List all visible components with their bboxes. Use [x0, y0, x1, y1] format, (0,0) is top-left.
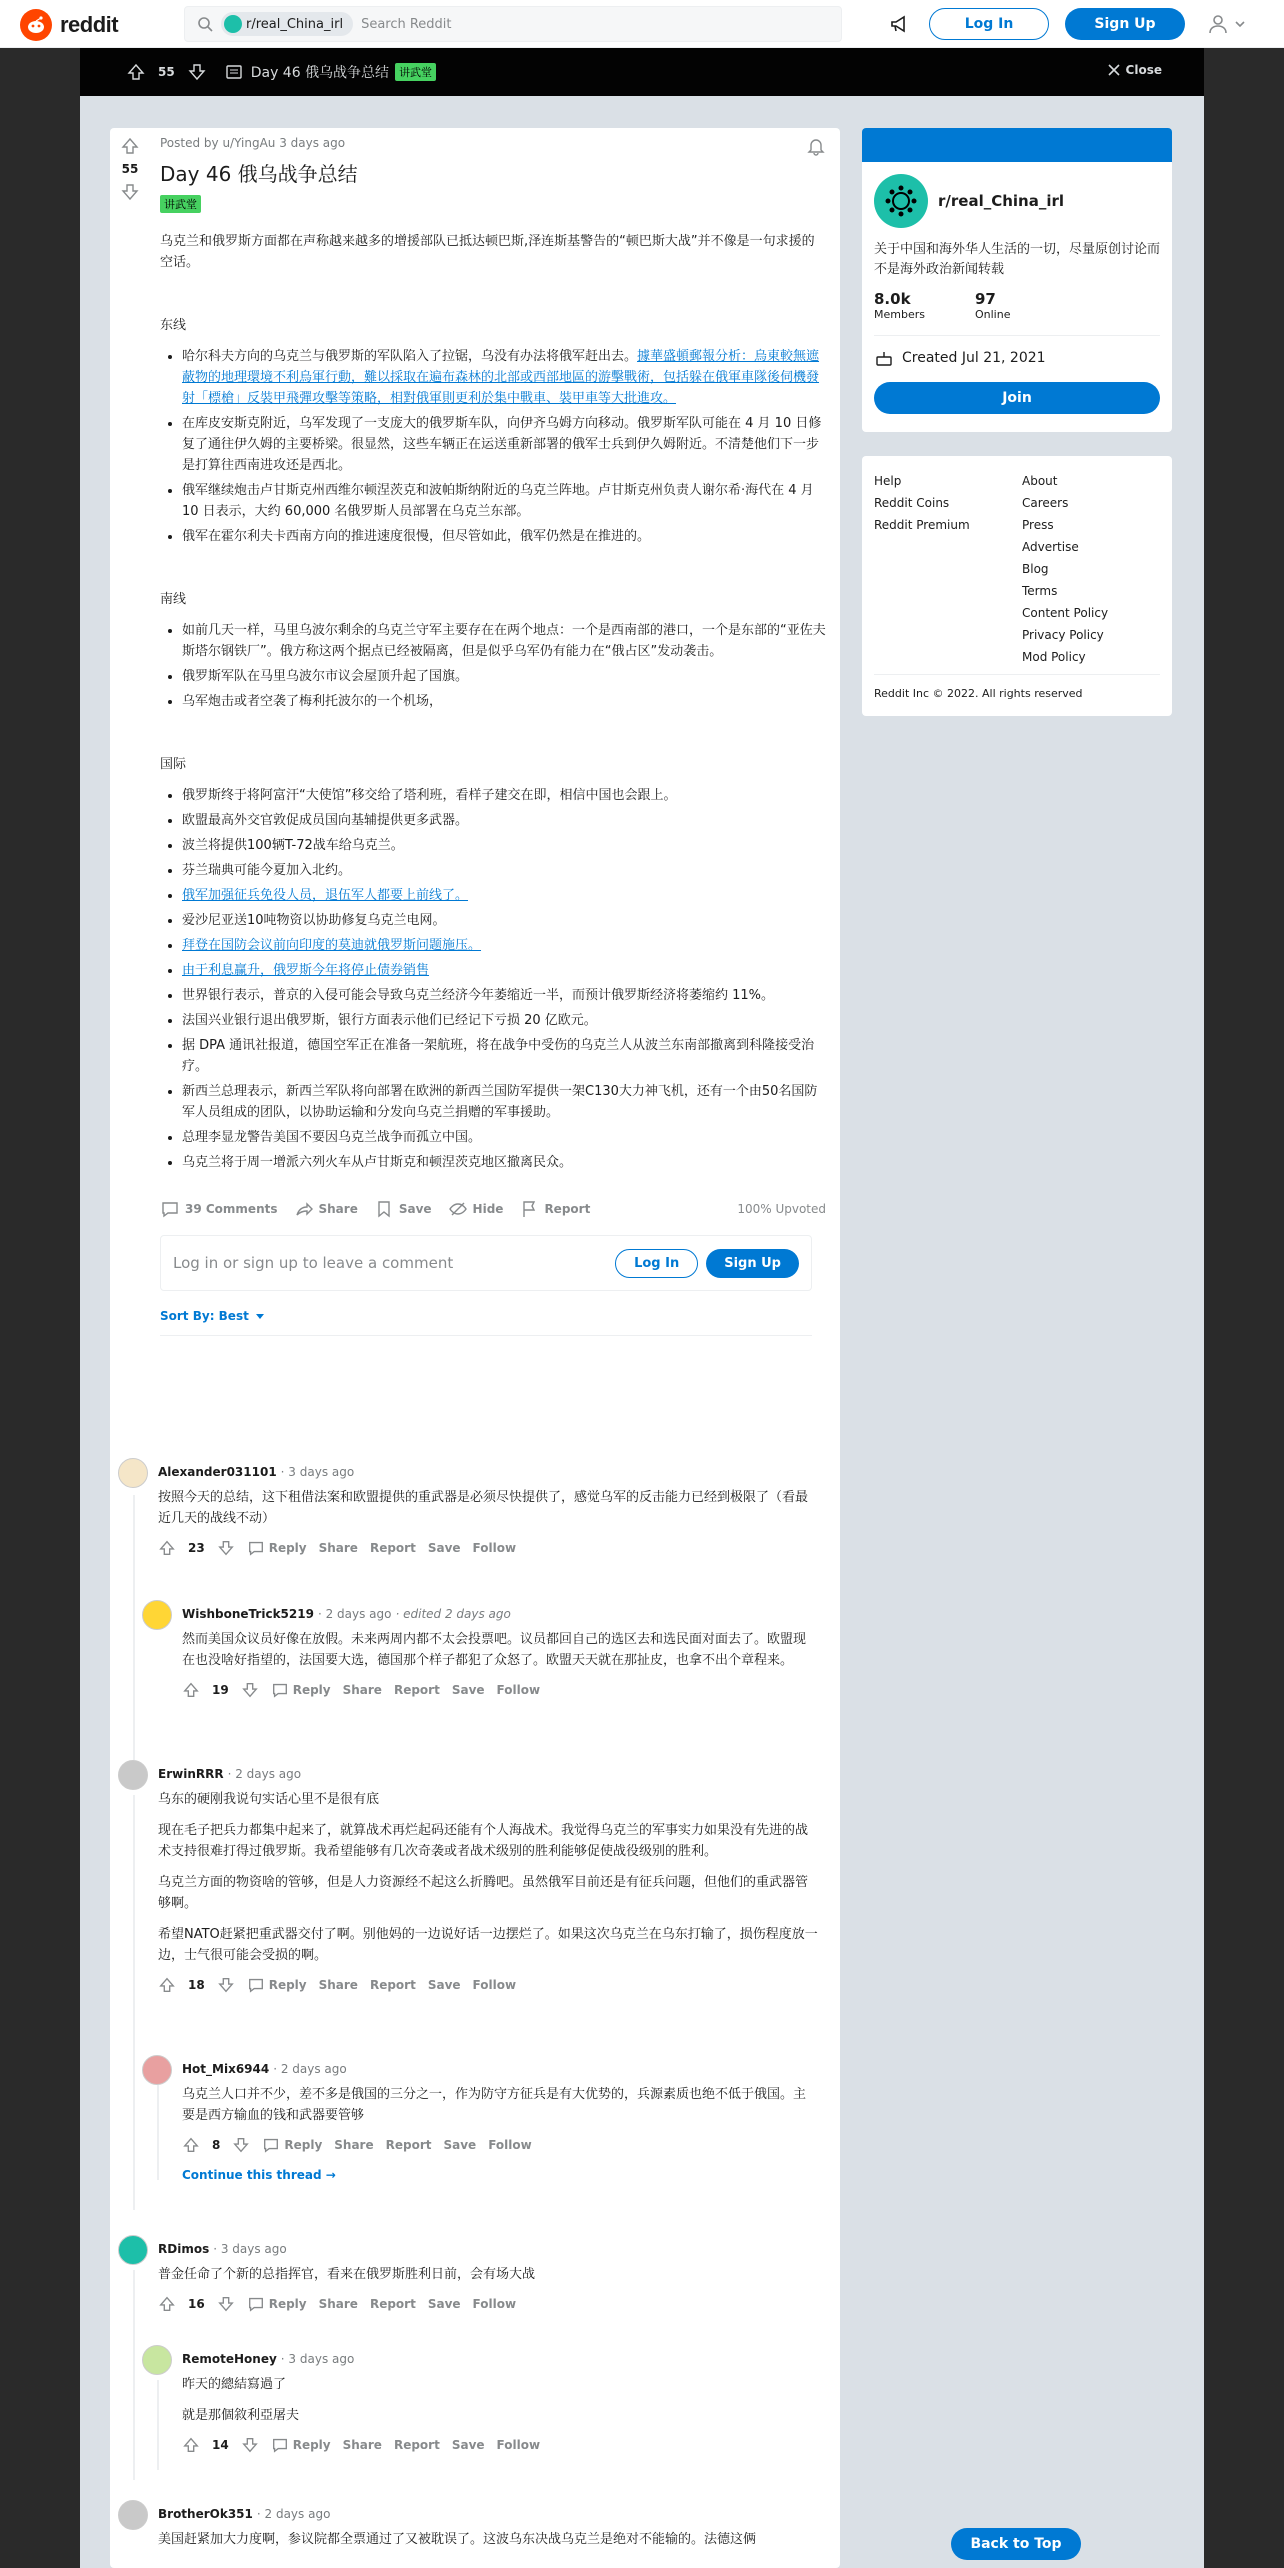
comment-signup-button[interactable]: Sign Up — [706, 1249, 799, 1278]
comment-paragraph: 然而美国众议员好像在放假。未来两周内都不太会投票吧。议员都回自己的选区去和选民面对面去了。欧盟现在也没啥好指望的，法国要大选，德国那个样子都犯了众怒了。欧盟天天就在那扯皮，也拿不出个章程来。 — [182, 1632, 807, 1668]
comment-share-button[interactable]: Share — [318, 2297, 358, 2311]
comment-paragraph: 希望NATO赶紧把重武器交付了啊。别他妈的一边说好话一边摆烂了。如果这次乌克兰在乌东打输了，损伤程度放一边，士气很可能会受损的啊。 — [158, 1927, 818, 1963]
comment-icon — [160, 1199, 180, 1219]
logo-text: reddit — [60, 12, 119, 37]
hide-button[interactable]: Hide — [448, 1199, 504, 1219]
report-button[interactable]: Report — [519, 1199, 590, 1219]
comment-username[interactable]: RDimos — [158, 2242, 210, 2256]
vote-count: 55 — [121, 162, 139, 176]
comment-follow-button[interactable]: Follow — [472, 1978, 517, 1992]
comment-icon — [247, 1976, 265, 1994]
comment-follow-button[interactable]: Follow — [488, 2138, 532, 2152]
overlay-backdrop-right — [1204, 48, 1284, 2568]
comment-body — [182, 1629, 818, 1671]
comment-time: · 3 days ago — [280, 1465, 355, 1479]
comment — [142, 2055, 818, 2182]
footer-link[interactable]: Blog — [1022, 562, 1049, 576]
comment-time: · 2 days ago — [273, 2062, 347, 2076]
upvote-icon[interactable] — [182, 1681, 200, 1699]
list-item — [182, 1152, 826, 1173]
notification-bell-icon[interactable] — [806, 136, 826, 156]
reply-button[interactable]: Reply — [247, 1976, 307, 1994]
comment-save-button[interactable]: Save — [451, 1683, 485, 1697]
comment-vote-count: 23 — [188, 1541, 205, 1555]
comment-paragraph: 昨天的總結寫過了 — [182, 2377, 287, 2392]
comment — [118, 1760, 818, 1994]
list-item — [182, 910, 826, 931]
comment-time: · 2 days ago — [317, 1607, 392, 1621]
reply-button[interactable]: Reply — [271, 2436, 331, 2454]
comment-login-button[interactable]: Log In — [615, 1249, 698, 1278]
comment-icon — [247, 1539, 265, 1557]
downvote-icon[interactable] — [217, 1976, 235, 1994]
comment-actions — [158, 1976, 818, 1994]
reply-button[interactable]: Reply — [262, 2136, 322, 2154]
reddit-logo[interactable] — [20, 9, 118, 41]
save-button[interactable]: Save — [374, 1199, 432, 1219]
comments-button[interactable]: 39 Comments — [160, 1199, 278, 1219]
close-button[interactable]: Close — [1106, 62, 1162, 78]
footer-link[interactable]: Reddit Premium — [874, 518, 970, 532]
comment-save-button[interactable]: Save — [443, 2138, 477, 2152]
snoo-icon — [20, 9, 52, 41]
list-item — [182, 1081, 826, 1123]
post-overlay-bar — [80, 48, 1204, 96]
login-prompt: Log in or sign up to leave a comment — [173, 1254, 454, 1272]
section-list — [160, 620, 826, 712]
list-item — [182, 1127, 826, 1148]
list-item — [182, 885, 826, 906]
comment-paragraph: 乌克兰方面的物资啥的管够，但是人力资源经不起这么折腾吧。虽然俄军目前还是有征兵问题，但他们的重武器管够啊。 — [158, 1875, 809, 1911]
downvote-icon[interactable] — [217, 2295, 235, 2313]
comment-vote-count: 18 — [188, 1978, 205, 1992]
list-item-text: 如前几天一样，马里乌波尔剩余的乌克兰守军主要存在在两个地点：一个是西南部的港口，一个是东部的“亚佐夫斯塔尔钢铁厂”。俄方称这两个据点已经被隔离，但是似乎乌军仍有能力在“俄占区”发动袭击。 — [182, 623, 826, 659]
comment-report-button[interactable]: Report — [369, 1978, 416, 1992]
comment-icon — [271, 1681, 289, 1699]
comment-icon — [262, 2136, 280, 2154]
thread-line[interactable] — [133, 1495, 135, 1760]
overlay-post-title: Day 46 俄乌战争总结 — [250, 65, 390, 81]
downvote-icon[interactable] — [120, 182, 140, 202]
copyright: Reddit Inc © 2022. All rights reserved — [874, 687, 1083, 700]
downvote-icon[interactable] — [241, 1681, 259, 1699]
post-flair[interactable]: 讲武堂 — [160, 195, 201, 213]
comment-time: · 2 days ago — [227, 1767, 302, 1781]
search-icon — [197, 16, 213, 32]
section-heading: 东线 — [160, 318, 187, 333]
members-label: Members — [874, 308, 925, 321]
list-item — [182, 1010, 826, 1031]
upvote-icon[interactable] — [126, 62, 146, 82]
comment-edited: · edited 2 days ago — [395, 1607, 511, 1621]
comment — [142, 1600, 818, 1699]
comment-share-button[interactable]: Share — [342, 2438, 382, 2452]
online-label: Online — [974, 308, 1011, 321]
downvote-icon[interactable] — [217, 1539, 235, 1557]
comment-actions — [158, 2295, 818, 2313]
thread-line[interactable] — [157, 2085, 159, 2180]
comment-report-button[interactable]: Report — [393, 2438, 440, 2452]
list-item-text: 世界银行表示，普京的入侵可能会导致乌克兰经济今年萎缩近一半，而预计俄罗斯经济将萎缩约 11%。 — [182, 988, 775, 1003]
members-count: 8.0k — [874, 290, 911, 308]
avatar[interactable] — [142, 1600, 172, 1630]
signup-button[interactable]: Sign Up — [1065, 8, 1185, 40]
list-item-text: 乌军炮击或者空袭了梅利托波尔的一个机场， — [182, 694, 443, 709]
comment — [118, 1458, 818, 1557]
share-icon — [294, 1199, 314, 1219]
section-list — [160, 785, 826, 1173]
footer-link[interactable]: Reddit Coins — [874, 496, 950, 510]
community-name[interactable]: r/real_China_irl — [938, 192, 1065, 210]
hide-icon — [448, 1199, 468, 1219]
upvote-icon[interactable] — [120, 136, 140, 156]
list-item — [182, 620, 826, 662]
comment-body — [182, 2374, 818, 2426]
post-intro: 乌克兰和俄罗斯方面都在声称越来越多的增援部队已抵达顿巴斯,泽连斯基警告的“顿巴斯大战”并不像是一句求援的空话。 — [160, 234, 815, 270]
section-list — [160, 346, 826, 547]
comment-report-button[interactable]: Report — [369, 1541, 416, 1555]
comment-paragraph: 乌克兰人口并不少，差不多是俄国的三分之一，作为防守方征兵是有大优势的，兵源素质也绝不低于俄国。主要是西方输血的钱和武器要管够 — [182, 2087, 807, 2123]
footer-link[interactable]: Privacy Policy — [1022, 628, 1104, 642]
flag-icon — [519, 1199, 539, 1219]
comment-paragraph: 按照今天的总结，这下租借法案和欧盟提供的重武器是必须尽快提供了，感觉乌军的反击能力已经到极限了（看最近几天的战线不动） — [158, 1490, 809, 1526]
list-item-text: 俄罗斯军队在马里乌波尔市议会屋顶升起了国旗。 — [182, 669, 469, 684]
thread-line[interactable] — [133, 1795, 135, 2210]
avatar[interactable] — [118, 1458, 148, 1488]
search-input[interactable]: Search Reddit — [361, 16, 452, 32]
footer-link[interactable]: Content Policy — [1022, 606, 1109, 620]
list-item-text: 欧盟最高外交官敦促成员国向基辅提供更多武器。 — [182, 813, 469, 828]
news-link[interactable]: 由于利息赢升，俄罗斯今年将停止债券销售 — [182, 963, 430, 978]
list-item — [182, 691, 826, 712]
list-item-text: 哈尔科夫方向的乌克兰与俄罗斯的军队陷入了拉锯，乌没有办法将俄军赶出去。 — [182, 349, 638, 364]
upvote-icon[interactable] — [182, 2136, 200, 2154]
post-body — [160, 231, 826, 1173]
list-item — [182, 1035, 826, 1077]
upvote-icon[interactable] — [182, 2436, 200, 2454]
comment-icon — [247, 2295, 265, 2313]
downvote-icon[interactable] — [241, 2436, 259, 2454]
comment-username[interactable]: ErwinRRR — [158, 1767, 224, 1781]
comment-follow-button[interactable]: Follow — [472, 1541, 517, 1555]
continue-thread-link[interactable]: Continue this thread → — [182, 2168, 336, 2182]
list-item-text: 新西兰总理表示，新西兰军队将向部署在欧洲的新西兰国防军提供一架C130大力神飞机，还有一个由50名国防军人员组成的团队，以协助运输和分发向乌克兰捐赠的军事援助。 — [182, 1084, 818, 1120]
list-item-text: 俄罗斯终于将阿富汗“大使馆”移交给了塔利班，看样子建交在即，相信中国也会跟上。 — [182, 788, 677, 803]
community-chip[interactable]: r/real_China_irl — [221, 12, 353, 36]
comment-report-button[interactable]: Report — [393, 1683, 440, 1697]
search-bar[interactable] — [184, 6, 842, 42]
list-item — [182, 785, 826, 806]
community-description: 关于中国和海外华人生活的一切，尽量原创讨论而不是海外政治新闻转载 — [874, 242, 1161, 277]
close-icon — [1106, 62, 1122, 78]
footer-link[interactable]: Careers — [1022, 496, 1069, 510]
comment-paragraph: 美国赶紧加大力度啊，参议院都全票通过了又被耽误了。这波乌东决战乌克兰是绝对不能输的。法德这俩 — [158, 2532, 757, 2547]
comment-actions — [182, 2136, 818, 2154]
comment-paragraph: 就是那個敘利亞屠夫 — [182, 2408, 300, 2423]
footer-links-card — [862, 456, 1172, 716]
comment-share-button[interactable]: Share — [334, 2138, 374, 2152]
comment-follow-button[interactable]: Follow — [496, 2438, 541, 2452]
post-title: Day 46 俄乌战争总结 — [160, 162, 358, 186]
user-menu-icon[interactable] — [1206, 12, 1246, 36]
cake-icon — [874, 348, 894, 368]
comment-vote-count: 16 — [188, 2297, 205, 2311]
comment-username[interactable]: Hot_Mix6944 — [182, 2062, 270, 2076]
comment-icon — [271, 2436, 289, 2454]
footer-link[interactable]: Help — [874, 474, 902, 488]
comment-share-button[interactable]: Share — [318, 1978, 358, 1992]
list-item — [182, 835, 826, 856]
community-about-card — [862, 128, 1172, 432]
advertise-icon[interactable] — [888, 12, 912, 36]
caret-down-icon — [255, 1311, 265, 1321]
list-item — [182, 526, 826, 547]
list-item-text: 波兰将提供100辆T-72战车给乌克兰。 — [182, 838, 404, 853]
list-item — [182, 860, 826, 881]
comment-actions — [182, 2436, 818, 2454]
list-item — [182, 666, 826, 687]
comment-time: · 2 days ago — [256, 2507, 331, 2521]
list-item-text: 据 DPA 通讯社报道，德国空军正在准备一架航班，将在战争中受伤的乌克兰人从波兰东南部撤离到科隆接受治疗。 — [182, 1038, 815, 1074]
chevron-down-icon — [1234, 18, 1246, 30]
overlay-vote-count: 55 — [158, 65, 175, 79]
comment-login-box — [160, 1235, 812, 1291]
comment-paragraph: 乌东的硬刚我说句实话心里不是很有底 — [158, 1792, 380, 1807]
bookmark-icon — [374, 1199, 394, 1219]
share-button[interactable]: Share — [294, 1199, 358, 1219]
downvote-icon[interactable] — [187, 62, 207, 82]
avatar[interactable] — [118, 2235, 148, 2265]
comment-body — [182, 2084, 818, 2126]
comment — [118, 2235, 818, 2313]
reply-button[interactable]: Reply — [271, 1681, 331, 1699]
comment — [142, 2345, 818, 2454]
comment-follow-button[interactable]: Follow — [472, 2297, 517, 2311]
thread-line[interactable] — [157, 2380, 159, 2470]
upvote-ratio: 100% Upvoted — [737, 1202, 826, 1216]
footer-link[interactable]: About — [1022, 474, 1058, 488]
footer-link[interactable]: Advertise — [1022, 540, 1079, 554]
upvote-icon[interactable] — [158, 1539, 176, 1557]
comment-vote-count: 8 — [212, 2138, 221, 2152]
created-date: Created Jul 21, 2021 — [902, 350, 1046, 366]
avatar[interactable] — [118, 1760, 148, 1790]
list-item-text: 总理李显龙警告美国不要因乌克兰战争而孤立中国。 — [182, 1130, 482, 1145]
footer-link[interactable]: Mod Policy — [1022, 650, 1086, 664]
comment-report-button[interactable]: Report — [385, 2138, 432, 2152]
online-count: 97 — [974, 290, 996, 308]
vote-column — [110, 128, 150, 202]
overlay-backdrop-left — [0, 48, 80, 2568]
back-to-top-button[interactable]: Back to Top — [951, 2528, 1081, 2560]
upvote-icon[interactable] — [158, 2295, 176, 2313]
footer-link[interactable]: Press — [1022, 518, 1054, 532]
comment-actions — [158, 1539, 818, 1557]
list-item-text: 俄军在霍尔利夫卡西南方向的推进速度很慢，但尽管如此，俄军仍然是在推进的。 — [182, 529, 651, 544]
comment-time: · 3 days ago — [213, 2242, 287, 2256]
post-meta: Posted by u/YingAu 3 days ago — [160, 136, 346, 150]
comment-vote-count: 19 — [212, 1683, 229, 1697]
list-item — [182, 985, 826, 1006]
comment-paragraph: 普金任命了个新的总指挥官，看来在俄罗斯胜利日前，会有场大战 — [158, 2267, 536, 2282]
post-card — [110, 128, 840, 2568]
comment-actions — [182, 1681, 818, 1699]
downvote-icon[interactable] — [232, 2136, 250, 2154]
comment-username[interactable]: Alexander031101 — [158, 1465, 277, 1479]
list-item — [182, 480, 826, 522]
upvote-icon[interactable] — [158, 1976, 176, 1994]
comment-vote-count: 14 — [212, 2438, 229, 2452]
post-actions — [160, 1183, 826, 1235]
comment-report-button[interactable]: Report — [369, 2297, 416, 2311]
top-header — [0, 0, 1284, 48]
list-item — [182, 935, 826, 956]
list-item — [182, 810, 826, 831]
list-item-text: 芬兰瑞典可能今夏加入北约。 — [182, 863, 352, 878]
comment-body — [158, 2529, 818, 2550]
list-item-text: 法国兴业银行退出俄罗斯，银行方面表示他们已经记下亏损 20 亿欧元。 — [182, 1013, 597, 1028]
comment-share-button[interactable]: Share — [318, 1541, 358, 1555]
list-item-text: 俄军继续炮击卢甘斯克州西维尔顿涅茨克和波帕斯纳附近的乌克兰阵地。卢甘斯克州负责人谢尔希·海代在 4 月 10 日表示，大约 60,000 名俄罗斯人员部署在乌克兰东部。 — [182, 483, 814, 519]
avatar[interactable] — [142, 2345, 172, 2375]
section-heading: 国际 — [160, 757, 187, 772]
comment-username[interactable]: WishboneTrick5219 — [182, 1607, 314, 1621]
comment-save-button[interactable]: Save — [427, 1541, 461, 1555]
comment-share-button[interactable]: Share — [342, 1683, 382, 1697]
news-link[interactable]: 俄军加强征兵免役人员，退伍军人都要上前线了。 — [182, 888, 469, 903]
comment-save-button[interactable]: Save — [451, 2438, 485, 2452]
thread-line[interactable] — [133, 2270, 135, 2480]
list-item — [182, 960, 826, 981]
sort-dropdown[interactable]: Sort By: Best — [160, 1309, 826, 1323]
avatar[interactable] — [142, 2055, 172, 2085]
list-item-text: 乌克兰将于周一增派六列火车从卢甘斯克和顿涅茨克地区撤离民众。 — [182, 1155, 573, 1170]
comment — [118, 2500, 818, 2560]
list-item — [182, 413, 826, 476]
post-icon — [225, 63, 243, 81]
comment-body — [158, 2264, 818, 2285]
reply-button[interactable]: Reply — [247, 1539, 307, 1557]
reply-button[interactable]: Reply — [247, 2295, 307, 2313]
list-item-text: 爱沙尼亚送10吨物资以协助修复乌克兰电网。 — [182, 913, 446, 928]
comment-save-button[interactable]: Save — [427, 1978, 461, 1992]
news-link[interactable]: 拜登在国防会议前向印度的莫迪就俄罗斯问题施压。 — [182, 938, 482, 953]
community-avatar — [874, 174, 928, 228]
comment-body — [158, 1789, 818, 1966]
community-banner — [862, 128, 1172, 162]
comment-follow-button[interactable]: Follow — [496, 1683, 541, 1697]
avatar[interactable] — [118, 2500, 148, 2530]
comment-paragraph: 现在毛子把兵力都集中起来了，就算战术再烂起码还能有个人海战术。我觉得乌克兰的军事实力如果没有先进的战术支持很难打得过俄罗斯。我希望能够有几次奇袭或者战术级别的胜利能够促使战役级别的胜利。 — [158, 1823, 809, 1859]
news-link[interactable]: 據華盛頓郵報分析：烏東較無遮蔽物的地理環境不利烏軍行動，難以採取在遍布森林的北部或西部地區的游擊戰術，包括躲在俄軍車隊後伺機發射「標槍」反裝甲飛彈攻擊等策略，相對俄軍則更利於集中戰車、裝甲車等大批進攻。 — [182, 349, 820, 406]
comment-username[interactable]: BrotherOk351 — [158, 2507, 253, 2521]
section-heading: 南线 — [160, 592, 187, 607]
comment-time: · 3 days ago — [280, 2352, 355, 2366]
community-icon — [224, 15, 242, 33]
comment-username[interactable]: RemoteHoney — [182, 2352, 277, 2366]
overlay-flair: 讲武堂 — [395, 63, 436, 81]
comment-body — [158, 1487, 818, 1529]
list-item — [182, 346, 826, 409]
login-button[interactable]: Log In — [929, 8, 1049, 40]
footer-link[interactable]: Terms — [1022, 584, 1058, 598]
comment-save-button[interactable]: Save — [427, 2297, 461, 2311]
list-item-text: 在库皮安斯克附近，乌军发现了一支庞大的俄罗斯车队，向伊齐乌姆方向移动。俄罗斯军队可能在 4 月 10 日修复了通往伊久姆的主要桥梁。很显然，这些车辆正在运送重新部署的俄军士兵到伊久姆附近。不清楚他们下一步是打算往西南进攻还是西北。 — [182, 416, 822, 473]
join-button[interactable]: Join — [874, 382, 1160, 414]
